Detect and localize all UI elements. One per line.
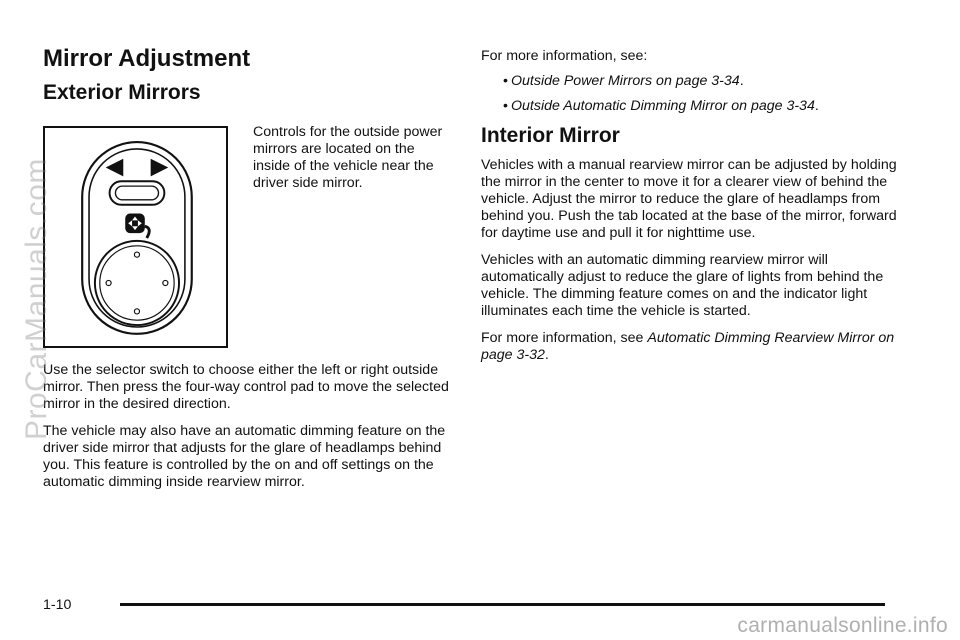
figure-row [43,126,453,366]
page-title: Mirror Adjustment [43,45,251,72]
four-way-control-pad [95,241,179,325]
right-arrow-icon [151,159,169,177]
section-heading-exterior-mirrors: Exterior Mirrors [43,81,201,104]
cross-reference-link[interactable]: Outside Power Mirrors on page 3-34 [511,73,740,89]
auto-dimming-rearview-paragraph: Vehicles with an automatic dimming rearview mirror will automatically adjust to reduce the glare of lights from behind the vehicle. The dimming feature comes on and the indicator light illuminates each time the vehicle is started. [481,252,884,319]
footer-rule [120,603,885,606]
more-info-paragraph [481,330,901,364]
list-item [481,98,901,115]
selector-switch [110,181,165,204]
cross-reference-link[interactable]: Automatic Dimming Rearview Mirror on page 3-32 [481,330,895,363]
page-number: 1-10 [43,597,72,613]
more-info-prefix: For more information, see [481,330,644,346]
bullet: • [503,73,508,89]
cross-reference-link[interactable]: Outside Automatic Dimming Mirror on page 3-34 [511,98,815,114]
mirror-switch-drawing [45,128,226,346]
mirror-control-illustration [43,126,228,348]
section-heading-interior-mirror: Interior Mirror [481,124,620,147]
footer-watermark: carmanualsonline.info [737,614,948,637]
manual-mirror-paragraph: Vehicles with a manual rearview mirror can be adjusted by holding the mirror in the center to move it for a clearer view of behind the vehicle. Adjust the mirror to reduce the glare of headlamps from behind you. Push the tab located at the base of the mirror, forward for daytime use and pull it for nighttime use. [481,157,897,241]
mirror-symbol-icon [125,214,149,238]
bullet: • [503,98,508,114]
reference-list [481,73,901,115]
right-column [481,48,901,364]
ref-suffix: . [814,98,819,114]
more-info-suffix: . [544,347,549,363]
figure-caption: Controls for the outside power mirrors are located on the inside of the vehicle near the driver side mirror. [253,124,443,191]
ref-suffix: . [739,73,744,89]
side-watermark: ProCarManuals.com [20,158,53,440]
left-arrow-icon [106,159,124,177]
left-column [43,44,453,491]
more-info-intro: For more information, see: [481,48,648,64]
auto-dimming-paragraph: The vehicle may also have an automatic dimming feature on the driver side mirror that adjusts for the glare of headlamps behind you. This feature is controlled by the on and off settings on the automatic dimming inside rearview mirror. [43,423,446,490]
selector-switch-paragraph: Use the selector switch to choose either the left or right outside mirror. Then press the four-way control pad to move the selected mirror in the desired direction. [43,362,449,412]
list-item [481,73,901,90]
